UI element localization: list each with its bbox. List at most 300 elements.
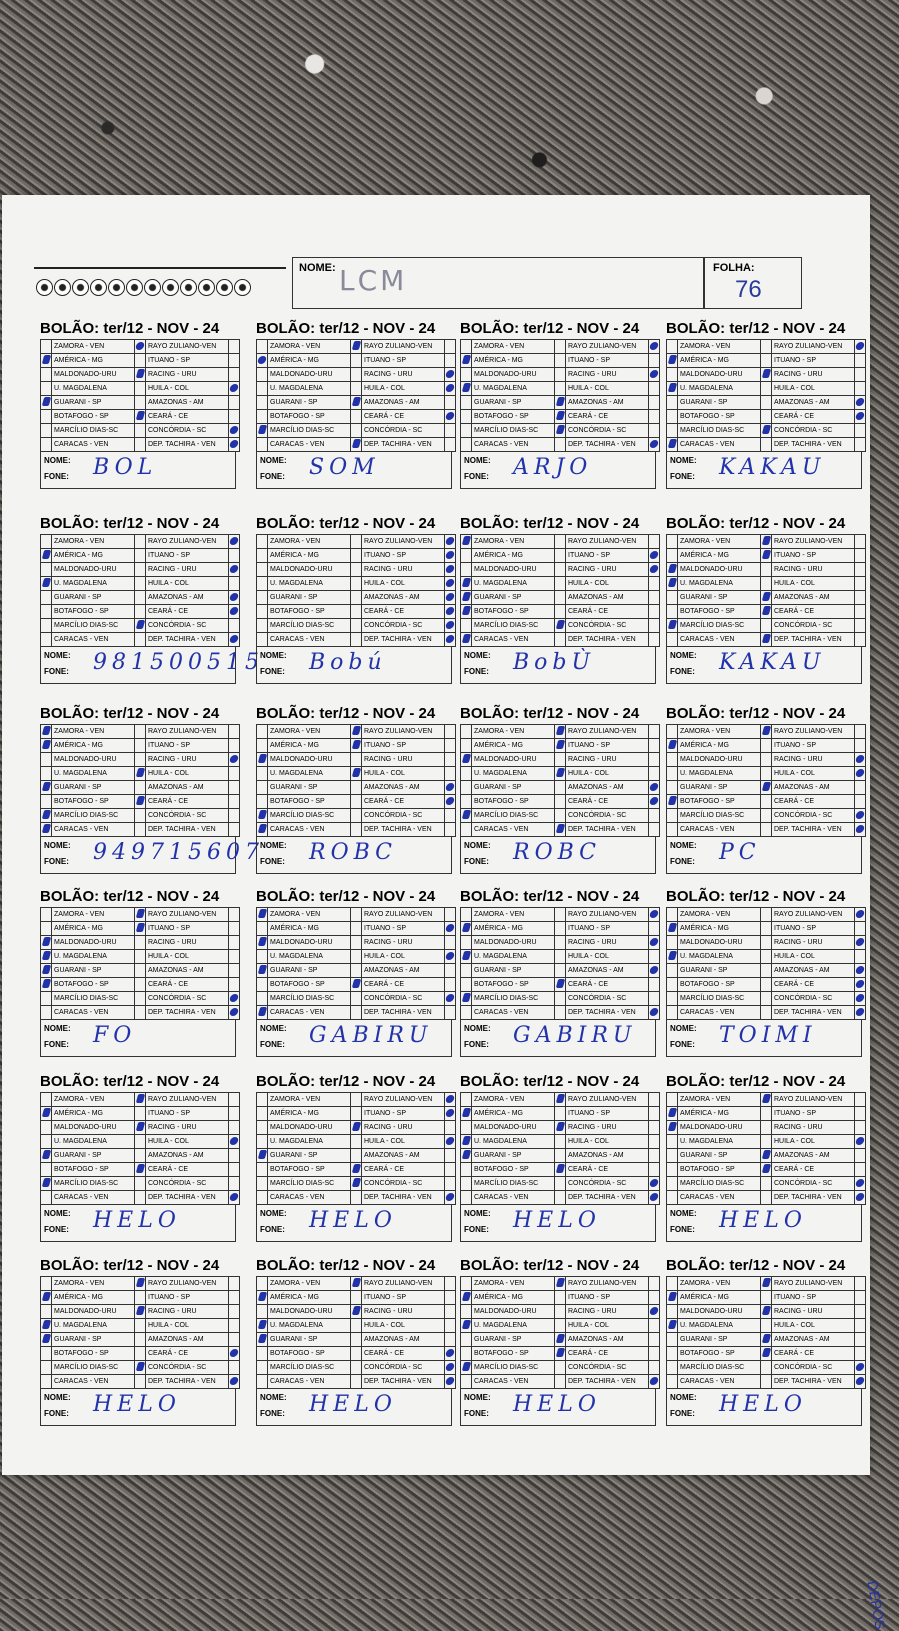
home-mark-box[interactable] bbox=[667, 964, 678, 978]
home-mark-box[interactable] bbox=[257, 1375, 268, 1389]
away-mark-box[interactable] bbox=[649, 739, 660, 753]
home-mark-box[interactable] bbox=[41, 753, 52, 767]
away-mark-box[interactable] bbox=[229, 1277, 240, 1291]
away-mark-box[interactable] bbox=[855, 563, 866, 577]
draw-mark-box[interactable] bbox=[135, 964, 146, 978]
home-mark-box[interactable] bbox=[461, 563, 472, 577]
away-mark-box[interactable] bbox=[229, 354, 240, 368]
home-mark-box[interactable] bbox=[667, 823, 678, 837]
home-mark-box[interactable] bbox=[461, 410, 472, 424]
draw-mark-box[interactable] bbox=[135, 992, 146, 1006]
home-mark-box[interactable] bbox=[41, 1305, 52, 1319]
draw-mark-box[interactable] bbox=[555, 368, 566, 382]
home-mark-box[interactable] bbox=[257, 753, 268, 767]
draw-mark-box[interactable] bbox=[761, 978, 772, 992]
home-mark-box[interactable] bbox=[461, 577, 472, 591]
away-mark-box[interactable] bbox=[855, 922, 866, 936]
home-mark-box[interactable] bbox=[461, 354, 472, 368]
home-mark-box[interactable] bbox=[461, 1291, 472, 1305]
away-mark-box[interactable] bbox=[445, 1107, 456, 1121]
handwritten-name[interactable]: HELO bbox=[309, 1392, 397, 1417]
away-mark-box[interactable] bbox=[649, 396, 660, 410]
draw-mark-box[interactable] bbox=[555, 591, 566, 605]
draw-mark-box[interactable] bbox=[555, 605, 566, 619]
away-mark-box[interactable] bbox=[649, 725, 660, 739]
home-mark-box[interactable] bbox=[667, 795, 678, 809]
away-mark-box[interactable] bbox=[445, 340, 456, 354]
handwritten-name[interactable]: BobÙ bbox=[513, 650, 596, 675]
home-mark-box[interactable] bbox=[667, 1347, 678, 1361]
away-mark-box[interactable] bbox=[229, 1361, 240, 1375]
away-mark-box[interactable] bbox=[445, 619, 456, 633]
draw-mark-box[interactable] bbox=[351, 992, 362, 1006]
home-mark-box[interactable] bbox=[257, 739, 268, 753]
draw-mark-box[interactable] bbox=[135, 922, 146, 936]
home-mark-box[interactable] bbox=[667, 382, 678, 396]
draw-mark-box[interactable] bbox=[135, 1163, 146, 1177]
home-mark-box[interactable] bbox=[667, 992, 678, 1006]
draw-mark-box[interactable] bbox=[761, 781, 772, 795]
draw-mark-box[interactable] bbox=[351, 1347, 362, 1361]
draw-mark-box[interactable] bbox=[351, 1277, 362, 1291]
away-mark-box[interactable] bbox=[229, 535, 240, 549]
away-mark-box[interactable] bbox=[649, 1347, 660, 1361]
home-mark-box[interactable] bbox=[41, 1006, 52, 1020]
draw-mark-box[interactable] bbox=[135, 1361, 146, 1375]
home-mark-box[interactable] bbox=[667, 424, 678, 438]
home-mark-box[interactable] bbox=[41, 908, 52, 922]
away-mark-box[interactable] bbox=[855, 1191, 866, 1205]
draw-mark-box[interactable] bbox=[555, 438, 566, 452]
away-mark-box[interactable] bbox=[855, 1093, 866, 1107]
away-mark-box[interactable] bbox=[649, 978, 660, 992]
away-mark-box[interactable] bbox=[445, 354, 456, 368]
away-mark-box[interactable] bbox=[229, 577, 240, 591]
home-mark-box[interactable] bbox=[257, 908, 268, 922]
away-mark-box[interactable] bbox=[649, 410, 660, 424]
away-mark-box[interactable] bbox=[855, 1177, 866, 1191]
draw-mark-box[interactable] bbox=[351, 619, 362, 633]
home-mark-box[interactable] bbox=[41, 382, 52, 396]
draw-mark-box[interactable] bbox=[761, 396, 772, 410]
home-mark-box[interactable] bbox=[257, 396, 268, 410]
draw-mark-box[interactable] bbox=[555, 1135, 566, 1149]
draw-mark-box[interactable] bbox=[351, 1319, 362, 1333]
away-mark-box[interactable] bbox=[229, 605, 240, 619]
draw-mark-box[interactable] bbox=[761, 549, 772, 563]
away-mark-box[interactable] bbox=[445, 992, 456, 1006]
away-mark-box[interactable] bbox=[855, 1135, 866, 1149]
home-mark-box[interactable] bbox=[667, 1135, 678, 1149]
handwritten-name[interactable]: HELO bbox=[309, 1208, 397, 1233]
draw-mark-box[interactable] bbox=[555, 1093, 566, 1107]
draw-mark-box[interactable] bbox=[351, 1333, 362, 1347]
home-mark-box[interactable] bbox=[667, 725, 678, 739]
home-mark-box[interactable] bbox=[41, 1163, 52, 1177]
home-mark-box[interactable] bbox=[41, 1121, 52, 1135]
draw-mark-box[interactable] bbox=[555, 767, 566, 781]
home-mark-box[interactable] bbox=[41, 1277, 52, 1291]
draw-mark-box[interactable] bbox=[761, 908, 772, 922]
away-mark-box[interactable] bbox=[445, 781, 456, 795]
draw-mark-box[interactable] bbox=[351, 936, 362, 950]
home-mark-box[interactable] bbox=[257, 563, 268, 577]
home-mark-box[interactable] bbox=[461, 633, 472, 647]
away-mark-box[interactable] bbox=[229, 424, 240, 438]
away-mark-box[interactable] bbox=[855, 1107, 866, 1121]
home-mark-box[interactable] bbox=[461, 368, 472, 382]
home-mark-box[interactable] bbox=[257, 535, 268, 549]
away-mark-box[interactable] bbox=[855, 1361, 866, 1375]
draw-mark-box[interactable] bbox=[135, 823, 146, 837]
draw-mark-box[interactable] bbox=[135, 795, 146, 809]
home-mark-box[interactable] bbox=[257, 922, 268, 936]
away-mark-box[interactable] bbox=[229, 978, 240, 992]
draw-mark-box[interactable] bbox=[351, 563, 362, 577]
home-mark-box[interactable] bbox=[461, 964, 472, 978]
away-mark-box[interactable] bbox=[649, 823, 660, 837]
home-mark-box[interactable] bbox=[461, 1319, 472, 1333]
away-mark-box[interactable] bbox=[855, 936, 866, 950]
away-mark-box[interactable] bbox=[855, 1121, 866, 1135]
draw-mark-box[interactable] bbox=[351, 1149, 362, 1163]
draw-mark-box[interactable] bbox=[761, 1361, 772, 1375]
draw-mark-box[interactable] bbox=[555, 922, 566, 936]
away-mark-box[interactable] bbox=[229, 950, 240, 964]
away-mark-box[interactable] bbox=[649, 781, 660, 795]
draw-mark-box[interactable] bbox=[761, 535, 772, 549]
draw-mark-box[interactable] bbox=[761, 795, 772, 809]
home-mark-box[interactable] bbox=[257, 809, 268, 823]
home-mark-box[interactable] bbox=[461, 809, 472, 823]
home-mark-box[interactable] bbox=[257, 1163, 268, 1177]
home-mark-box[interactable] bbox=[257, 1135, 268, 1149]
home-mark-box[interactable] bbox=[41, 535, 52, 549]
draw-mark-box[interactable] bbox=[135, 619, 146, 633]
home-mark-box[interactable] bbox=[667, 1006, 678, 1020]
home-mark-box[interactable] bbox=[257, 950, 268, 964]
draw-mark-box[interactable] bbox=[351, 1121, 362, 1135]
away-mark-box[interactable] bbox=[649, 605, 660, 619]
home-mark-box[interactable] bbox=[667, 739, 678, 753]
draw-mark-box[interactable] bbox=[351, 823, 362, 837]
draw-mark-box[interactable] bbox=[135, 753, 146, 767]
away-mark-box[interactable] bbox=[445, 739, 456, 753]
away-mark-box[interactable] bbox=[649, 1305, 660, 1319]
home-mark-box[interactable] bbox=[257, 1277, 268, 1291]
away-mark-box[interactable] bbox=[445, 438, 456, 452]
home-mark-box[interactable] bbox=[257, 767, 268, 781]
home-mark-box[interactable] bbox=[41, 1191, 52, 1205]
home-mark-box[interactable] bbox=[41, 340, 52, 354]
draw-mark-box[interactable] bbox=[135, 1107, 146, 1121]
draw-mark-box[interactable] bbox=[761, 1375, 772, 1389]
away-mark-box[interactable] bbox=[229, 563, 240, 577]
away-mark-box[interactable] bbox=[229, 922, 240, 936]
draw-mark-box[interactable] bbox=[761, 424, 772, 438]
away-mark-box[interactable] bbox=[649, 535, 660, 549]
draw-mark-box[interactable] bbox=[761, 340, 772, 354]
draw-mark-box[interactable] bbox=[555, 1347, 566, 1361]
draw-mark-box[interactable] bbox=[135, 1333, 146, 1347]
away-mark-box[interactable] bbox=[855, 1277, 866, 1291]
handwritten-name[interactable]: Bobú bbox=[309, 650, 387, 675]
away-mark-box[interactable] bbox=[855, 340, 866, 354]
away-mark-box[interactable] bbox=[229, 549, 240, 563]
home-mark-box[interactable] bbox=[667, 1277, 678, 1291]
draw-mark-box[interactable] bbox=[135, 563, 146, 577]
away-mark-box[interactable] bbox=[229, 1305, 240, 1319]
draw-mark-box[interactable] bbox=[351, 767, 362, 781]
draw-mark-box[interactable] bbox=[761, 739, 772, 753]
home-mark-box[interactable] bbox=[667, 1191, 678, 1205]
home-mark-box[interactable] bbox=[41, 410, 52, 424]
home-mark-box[interactable] bbox=[41, 1149, 52, 1163]
home-mark-box[interactable] bbox=[41, 1177, 52, 1191]
away-mark-box[interactable] bbox=[445, 382, 456, 396]
home-mark-box[interactable] bbox=[41, 605, 52, 619]
draw-mark-box[interactable] bbox=[351, 950, 362, 964]
draw-mark-box[interactable] bbox=[761, 964, 772, 978]
away-mark-box[interactable] bbox=[445, 1319, 456, 1333]
home-mark-box[interactable] bbox=[667, 396, 678, 410]
home-mark-box[interactable] bbox=[41, 992, 52, 1006]
away-mark-box[interactable] bbox=[855, 978, 866, 992]
draw-mark-box[interactable] bbox=[761, 922, 772, 936]
draw-mark-box[interactable] bbox=[761, 809, 772, 823]
home-mark-box[interactable] bbox=[257, 1177, 268, 1191]
handwritten-name[interactable]: SOM bbox=[309, 455, 380, 480]
away-mark-box[interactable] bbox=[445, 368, 456, 382]
draw-mark-box[interactable] bbox=[555, 340, 566, 354]
draw-mark-box[interactable] bbox=[761, 1006, 772, 1020]
away-mark-box[interactable] bbox=[229, 410, 240, 424]
away-mark-box[interactable] bbox=[445, 753, 456, 767]
home-mark-box[interactable] bbox=[461, 753, 472, 767]
draw-mark-box[interactable] bbox=[555, 823, 566, 837]
draw-mark-box[interactable] bbox=[555, 1333, 566, 1347]
away-mark-box[interactable] bbox=[445, 549, 456, 563]
home-mark-box[interactable] bbox=[461, 396, 472, 410]
draw-mark-box[interactable] bbox=[351, 1291, 362, 1305]
draw-mark-box[interactable] bbox=[555, 549, 566, 563]
away-mark-box[interactable] bbox=[855, 1305, 866, 1319]
away-mark-box[interactable] bbox=[855, 964, 866, 978]
draw-mark-box[interactable] bbox=[761, 1163, 772, 1177]
home-mark-box[interactable] bbox=[461, 950, 472, 964]
home-mark-box[interactable] bbox=[41, 725, 52, 739]
home-mark-box[interactable] bbox=[461, 438, 472, 452]
away-mark-box[interactable] bbox=[445, 1149, 456, 1163]
away-mark-box[interactable] bbox=[855, 368, 866, 382]
handwritten-name[interactable]: BOL bbox=[93, 455, 158, 480]
home-mark-box[interactable] bbox=[41, 739, 52, 753]
home-mark-box[interactable] bbox=[257, 424, 268, 438]
draw-mark-box[interactable] bbox=[761, 950, 772, 964]
away-mark-box[interactable] bbox=[445, 1177, 456, 1191]
away-mark-box[interactable] bbox=[649, 1191, 660, 1205]
home-mark-box[interactable] bbox=[667, 354, 678, 368]
draw-mark-box[interactable] bbox=[555, 1163, 566, 1177]
draw-mark-box[interactable] bbox=[555, 753, 566, 767]
draw-mark-box[interactable] bbox=[135, 809, 146, 823]
home-mark-box[interactable] bbox=[257, 1191, 268, 1205]
home-mark-box[interactable] bbox=[461, 1149, 472, 1163]
home-mark-box[interactable] bbox=[257, 1291, 268, 1305]
draw-mark-box[interactable] bbox=[135, 908, 146, 922]
home-mark-box[interactable] bbox=[41, 823, 52, 837]
away-mark-box[interactable] bbox=[649, 633, 660, 647]
home-mark-box[interactable] bbox=[667, 978, 678, 992]
away-mark-box[interactable] bbox=[649, 563, 660, 577]
away-mark-box[interactable] bbox=[229, 1347, 240, 1361]
away-mark-box[interactable] bbox=[445, 725, 456, 739]
away-mark-box[interactable] bbox=[445, 1333, 456, 1347]
draw-mark-box[interactable] bbox=[135, 1291, 146, 1305]
draw-mark-box[interactable] bbox=[351, 978, 362, 992]
draw-mark-box[interactable] bbox=[351, 964, 362, 978]
draw-mark-box[interactable] bbox=[761, 619, 772, 633]
home-mark-box[interactable] bbox=[257, 368, 268, 382]
away-mark-box[interactable] bbox=[229, 340, 240, 354]
home-mark-box[interactable] bbox=[41, 354, 52, 368]
draw-mark-box[interactable] bbox=[351, 368, 362, 382]
home-mark-box[interactable] bbox=[461, 795, 472, 809]
away-mark-box[interactable] bbox=[855, 633, 866, 647]
home-mark-box[interactable] bbox=[257, 1121, 268, 1135]
home-mark-box[interactable] bbox=[41, 633, 52, 647]
away-mark-box[interactable] bbox=[649, 354, 660, 368]
draw-mark-box[interactable] bbox=[555, 1277, 566, 1291]
away-mark-box[interactable] bbox=[445, 424, 456, 438]
home-mark-box[interactable] bbox=[461, 908, 472, 922]
away-mark-box[interactable] bbox=[229, 992, 240, 1006]
draw-mark-box[interactable] bbox=[135, 1191, 146, 1205]
home-mark-box[interactable] bbox=[257, 795, 268, 809]
away-mark-box[interactable] bbox=[855, 1319, 866, 1333]
home-mark-box[interactable] bbox=[667, 1333, 678, 1347]
draw-mark-box[interactable] bbox=[761, 633, 772, 647]
draw-mark-box[interactable] bbox=[555, 795, 566, 809]
handwritten-name[interactable]: FO bbox=[93, 1023, 137, 1048]
away-mark-box[interactable] bbox=[229, 1163, 240, 1177]
draw-mark-box[interactable] bbox=[555, 1191, 566, 1205]
handwritten-name[interactable]: HELO bbox=[93, 1392, 181, 1417]
away-mark-box[interactable] bbox=[649, 795, 660, 809]
draw-mark-box[interactable] bbox=[351, 809, 362, 823]
home-mark-box[interactable] bbox=[667, 438, 678, 452]
draw-mark-box[interactable] bbox=[761, 823, 772, 837]
home-mark-box[interactable] bbox=[257, 549, 268, 563]
draw-mark-box[interactable] bbox=[555, 781, 566, 795]
home-mark-box[interactable] bbox=[461, 978, 472, 992]
away-mark-box[interactable] bbox=[855, 410, 866, 424]
home-mark-box[interactable] bbox=[41, 1107, 52, 1121]
draw-mark-box[interactable] bbox=[135, 577, 146, 591]
draw-mark-box[interactable] bbox=[351, 1361, 362, 1375]
home-mark-box[interactable] bbox=[667, 1093, 678, 1107]
home-mark-box[interactable] bbox=[667, 809, 678, 823]
home-mark-box[interactable] bbox=[667, 1305, 678, 1319]
away-mark-box[interactable] bbox=[855, 908, 866, 922]
away-mark-box[interactable] bbox=[855, 1347, 866, 1361]
draw-mark-box[interactable] bbox=[135, 1135, 146, 1149]
away-mark-box[interactable] bbox=[445, 767, 456, 781]
away-mark-box[interactable] bbox=[229, 1093, 240, 1107]
draw-mark-box[interactable] bbox=[555, 382, 566, 396]
draw-mark-box[interactable] bbox=[351, 1305, 362, 1319]
home-mark-box[interactable] bbox=[461, 992, 472, 1006]
home-mark-box[interactable] bbox=[41, 577, 52, 591]
home-mark-box[interactable] bbox=[41, 563, 52, 577]
away-mark-box[interactable] bbox=[855, 1333, 866, 1347]
draw-mark-box[interactable] bbox=[555, 908, 566, 922]
away-mark-box[interactable] bbox=[855, 950, 866, 964]
away-mark-box[interactable] bbox=[649, 1149, 660, 1163]
draw-mark-box[interactable] bbox=[135, 340, 146, 354]
draw-mark-box[interactable] bbox=[351, 354, 362, 368]
draw-mark-box[interactable] bbox=[555, 1121, 566, 1135]
home-mark-box[interactable] bbox=[257, 823, 268, 837]
away-mark-box[interactable] bbox=[445, 809, 456, 823]
home-mark-box[interactable] bbox=[257, 410, 268, 424]
away-mark-box[interactable] bbox=[445, 1305, 456, 1319]
draw-mark-box[interactable] bbox=[351, 535, 362, 549]
home-mark-box[interactable] bbox=[257, 1006, 268, 1020]
handwritten-name[interactable]: GABIRU bbox=[309, 1023, 433, 1048]
draw-mark-box[interactable] bbox=[135, 396, 146, 410]
handwritten-name[interactable]: HELO bbox=[513, 1392, 601, 1417]
away-mark-box[interactable] bbox=[445, 964, 456, 978]
home-mark-box[interactable] bbox=[41, 1319, 52, 1333]
home-mark-box[interactable] bbox=[461, 1121, 472, 1135]
home-mark-box[interactable] bbox=[461, 619, 472, 633]
away-mark-box[interactable] bbox=[229, 1135, 240, 1149]
home-mark-box[interactable] bbox=[257, 1333, 268, 1347]
home-mark-box[interactable] bbox=[257, 605, 268, 619]
draw-mark-box[interactable] bbox=[761, 753, 772, 767]
home-mark-box[interactable] bbox=[41, 424, 52, 438]
home-mark-box[interactable] bbox=[461, 535, 472, 549]
away-mark-box[interactable] bbox=[229, 396, 240, 410]
home-mark-box[interactable] bbox=[667, 549, 678, 563]
draw-mark-box[interactable] bbox=[555, 1375, 566, 1389]
handwritten-name[interactable]: ARJO bbox=[513, 455, 593, 480]
draw-mark-box[interactable] bbox=[761, 1177, 772, 1191]
home-mark-box[interactable] bbox=[41, 795, 52, 809]
away-mark-box[interactable] bbox=[855, 1006, 866, 1020]
draw-mark-box[interactable] bbox=[351, 1006, 362, 1020]
away-mark-box[interactable] bbox=[445, 1191, 456, 1205]
away-mark-box[interactable] bbox=[649, 382, 660, 396]
home-mark-box[interactable] bbox=[41, 396, 52, 410]
home-mark-box[interactable] bbox=[461, 767, 472, 781]
away-mark-box[interactable] bbox=[855, 781, 866, 795]
home-mark-box[interactable] bbox=[667, 1163, 678, 1177]
draw-mark-box[interactable] bbox=[135, 950, 146, 964]
home-mark-box[interactable] bbox=[667, 1149, 678, 1163]
home-mark-box[interactable] bbox=[461, 1093, 472, 1107]
home-mark-box[interactable] bbox=[461, 1163, 472, 1177]
away-mark-box[interactable] bbox=[649, 964, 660, 978]
away-mark-box[interactable] bbox=[229, 936, 240, 950]
handwritten-name[interactable]: KAKAU bbox=[719, 455, 826, 480]
handwritten-name[interactable]: ROBC bbox=[513, 840, 602, 865]
home-mark-box[interactable] bbox=[41, 936, 52, 950]
away-mark-box[interactable] bbox=[855, 795, 866, 809]
away-mark-box[interactable] bbox=[445, 396, 456, 410]
draw-mark-box[interactable] bbox=[135, 410, 146, 424]
